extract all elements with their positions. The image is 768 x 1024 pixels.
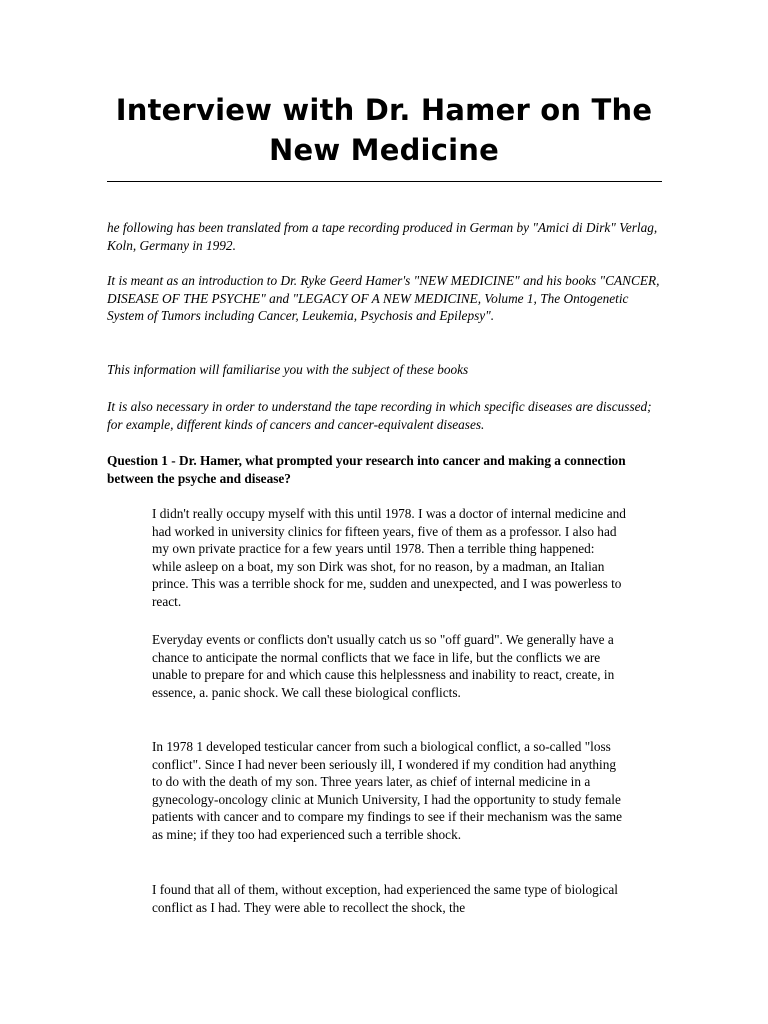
document-title xyxy=(80,90,688,170)
title-divider xyxy=(107,181,662,182)
answer-paragraph-2: Everyday events or conflicts don't usually catch us so "off guard". We generally have a chance to anticipate the normal conflicts that we face in life, but the conflicts we are unable to prepare for and which cause this helplessness and inability to react, create, in essence, a. panic shock. We call these biological conflicts. xyxy=(152,632,615,700)
intro-paragraph-1: he following has been translated from a tape recording produced in German by "Amici di Dirk" Verlag, Koln, Germany in 1992. xyxy=(107,220,658,253)
answer-paragraph-3: In 1978 1 developed testicular cancer from such a biological conflict, a so-called "loss conflict". Since I had never been seriously ill, I wondered if my condition had anything to do with the death of my son. Three years later, as chief of internal medicine in a gynecology-oncology clinic at Munich University, I had the opportunity to study female patients with cancer and to compare my findings to see if their mechanism was the same as mine; if they too had experienced such a terrible shock. xyxy=(152,739,623,842)
title-line-2: New Medicine xyxy=(269,133,499,167)
intro-paragraph-4: It is also necessary in order to understand the tape recording in which specific diseases are discussed; for example, different kinds of cancers and cancer-equivalent diseases. xyxy=(107,399,652,432)
question-1: Question 1 - Dr. Hamer, what prompted your research into cancer and making a connection between the psyche and disease? xyxy=(107,453,626,486)
intro-paragraph-3: This information will familiarise you with the subject of these books xyxy=(107,362,469,377)
intro-paragraph-2: It is meant as an introduction to Dr. Ryke Geerd Hamer's "NEW MEDICINE" and his books "CANCER, DISEASE OF THE PSYCHE" and "LEGACY OF A NEW MEDICINE, Volume 1, The Ontogenetic System of Tumors including Cancer, Leukemia, Psychosis and Epilepsy". xyxy=(107,273,660,324)
answer-paragraph-4: I found that all of them, without exception, had experienced the same type of biological conflict as I had. They were able to recollect the shock, the xyxy=(152,882,618,915)
title-line-1: Interview with Dr. Hamer on The xyxy=(115,93,653,127)
answer-paragraph-1: I didn't really occupy myself with this until 1978. I was a doctor of internal medicine and had worked in university clinics for fifteen years, five of them as a professor. I also had my own private practice for a few years until 1978. Then a terrible thing happened: while asleep on a boat, my son Dirk was shot, for no reason, by a madman, an Italian prince. This was a terrible shock for me, sudden and unexpected, and I was powerless to react. xyxy=(152,506,626,609)
